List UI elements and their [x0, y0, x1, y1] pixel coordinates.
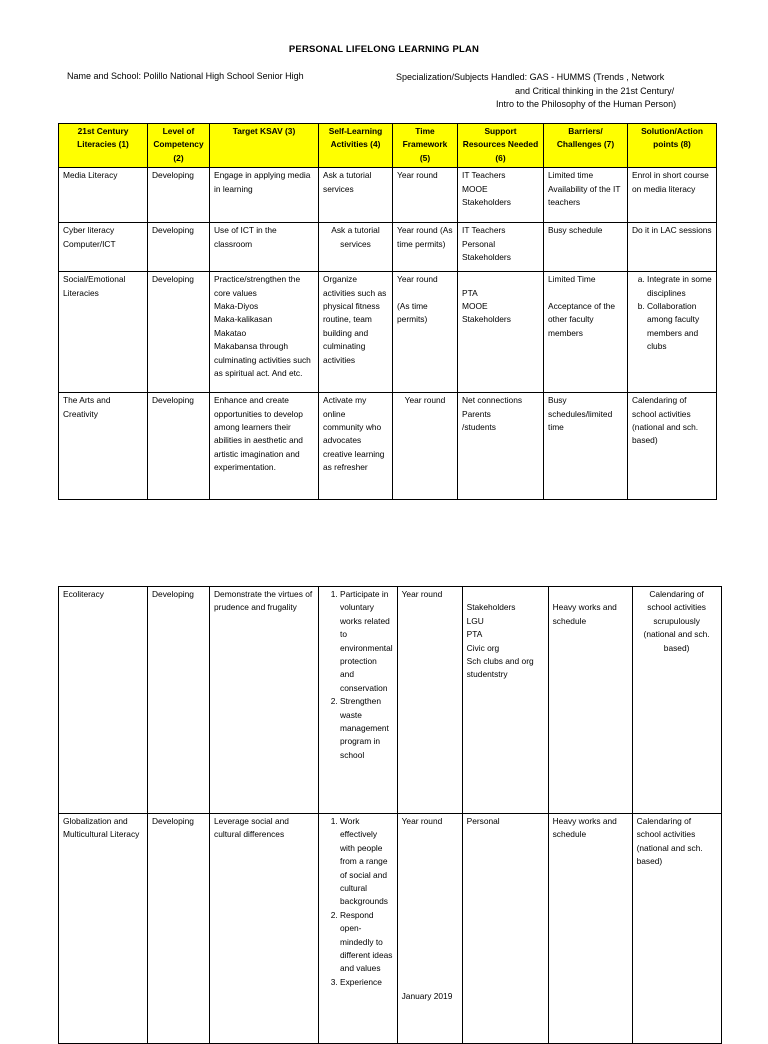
time-cell: Year round: [393, 393, 458, 500]
header-cell: Time Framework (5): [393, 124, 458, 168]
document-title: PERSONAL LIFELONG LEARNING PLAN: [288, 44, 480, 55]
table-row: [59, 272, 717, 393]
ksav-cell: Enhance and create opportunities to develop among learners their abilities in aesthetic and artistic imagination and experimentation.: [210, 393, 319, 500]
solution-cell: Calendaring of school activities (national and sch. based): [632, 814, 721, 1044]
barriers-cell: Busy schedules/limited time: [544, 393, 628, 500]
table-row: [59, 587, 722, 814]
time-value: Year round: [401, 816, 443, 826]
literacy-cell: Social/Emotional Literacies: [59, 272, 148, 393]
activities-cell: Ask a tutorial services: [319, 168, 393, 223]
header-cell: Target KSAV (3): [210, 124, 319, 168]
level-cell: Developing: [148, 814, 210, 1044]
resources-cell: Net connections Parents /students: [458, 393, 544, 500]
ksav-cell: Practice/strengthen the core values Maka-Diyos Maka-kalikasan Makatao Makabansa through culminating activities such as spiritual act. And etc.: [210, 272, 319, 393]
solution-cell: Calendaring of school activities scrupulously (national and sch. based): [632, 587, 721, 814]
time-cell: Year round (As time permits): [393, 272, 458, 393]
solution-list: [632, 273, 712, 353]
table-row: [59, 393, 717, 500]
barriers-cell: Busy schedule: [544, 223, 628, 272]
specialization-line: Intro to the Philosophy of the Human Person): [496, 99, 677, 109]
table-row: [59, 223, 717, 272]
ksav-cell: Leverage social and cultural differences: [210, 814, 319, 1044]
table-row: [59, 168, 717, 223]
learning-plan-table-continued: [58, 586, 722, 1044]
header-cell: 21st Century Literacies (1): [59, 124, 148, 168]
time-cell: [397, 814, 462, 1044]
time-cell: Year round: [393, 168, 458, 223]
time-cell: Year round (As time permits): [393, 223, 458, 272]
level-cell: Developing: [148, 168, 210, 223]
header-cell: Level of Competency (2): [148, 124, 210, 168]
literacy-cell: Cyber literacy Computer/ICT: [59, 223, 148, 272]
resources-cell: PTA MOOE Stakeholders: [458, 272, 544, 393]
solution-cell: [628, 272, 717, 393]
resources-cell: IT Teachers Personal Stakeholders: [458, 223, 544, 272]
time-date: January 2019: [401, 991, 453, 1002]
list-item: 2. Respond open-mindedly to different ideas and values: [340, 909, 393, 976]
solution-cell: Enrol in short course on media literacy: [628, 168, 717, 223]
header-cell: Solution/Action points (8): [628, 124, 717, 168]
list-item: 1. Participate in voluntary works related to environmental protection and conservation: [340, 588, 393, 695]
header-cell: Support Resources Needed (6): [458, 124, 544, 168]
specialization-line: Specialization/Subjects Handled: GAS - HUMMS (Trends , Network: [396, 72, 665, 82]
learning-plan-table: [58, 123, 717, 500]
level-cell: Developing: [148, 587, 210, 814]
barriers-cell: Heavy works and schedule: [548, 587, 632, 814]
solution-cell: Calendaring of school activities (national and sch. based): [628, 393, 717, 500]
resources-cell: Stakeholders LGU PTA Civic org Sch clubs and org studentstry: [462, 587, 548, 814]
activities-list: [323, 815, 393, 989]
barriers-cell: Heavy works and schedule: [548, 814, 632, 1044]
ksav-cell: Demonstrate the virtues of prudence and frugality: [210, 587, 319, 814]
level-cell: Developing: [148, 223, 210, 272]
specialization: [396, 71, 676, 112]
literacy-cell: Ecoliteracy: [59, 587, 148, 814]
list-item: 2. Strengthen waste management program in school: [340, 695, 393, 762]
header-cell: Self-Learning Activities (4): [319, 124, 393, 168]
level-cell: Developing: [148, 393, 210, 500]
list-item: 3. Experience: [340, 976, 393, 989]
resources-cell: IT Teachers MOOE Stakeholders: [458, 168, 544, 223]
list-item: a. Integrate in some disciplines: [647, 273, 712, 300]
header-row: [59, 124, 717, 168]
ksav-cell: Engage in applying media in learning: [210, 168, 319, 223]
activities-cell: Activate my online community who advocates creative learning as refresher: [319, 393, 393, 500]
activities-cell: [319, 814, 398, 1044]
activities-cell: [319, 587, 398, 814]
name-and-school: Name and School: Polillo National High School Senior High: [67, 71, 304, 81]
ksav-cell: Use of ICT in the classroom: [210, 223, 319, 272]
list-item: b. Collaboration among faculty members and clubs: [647, 300, 712, 354]
solution-cell: Do it in LAC sessions: [628, 223, 717, 272]
specialization-line: and Critical thinking in the 21st Century/: [515, 85, 675, 96]
activities-cell: Organize activities such as physical fitness routine, team building and culminating activities: [319, 272, 393, 393]
resources-cell: Personal: [462, 814, 548, 1044]
literacy-cell: Globalization and Multicultural Literacy: [59, 814, 148, 1044]
barriers-cell: Limited Time Acceptance of the other faculty members: [544, 272, 628, 393]
barriers-cell: Limited time Availability of the IT teachers: [544, 168, 628, 223]
literacy-cell: Media Literacy: [59, 168, 148, 223]
literacy-cell: The Arts and Creativity: [59, 393, 148, 500]
activities-list: [323, 588, 393, 762]
activities-cell: Ask a tutorial services: [319, 223, 393, 272]
level-cell: Developing: [148, 272, 210, 393]
table-row: [59, 814, 722, 1044]
time-cell: Year round: [397, 587, 462, 814]
header-cell: Barriers/ Challenges (7): [544, 124, 628, 168]
list-item: 1. Work effectively with people from a range of social and cultural backgrounds: [340, 815, 393, 909]
